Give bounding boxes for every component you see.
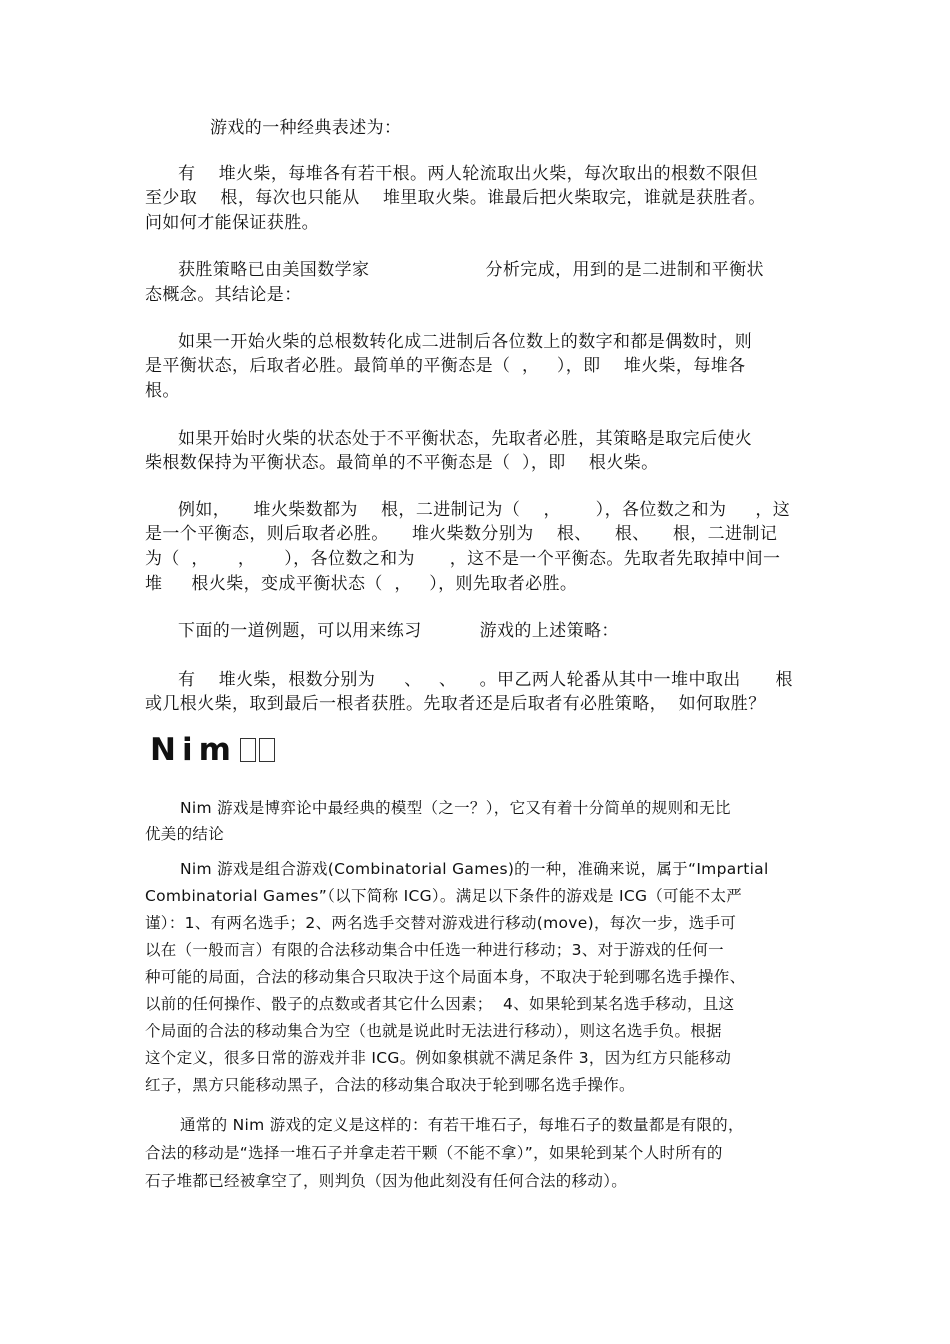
intro-line: 游戏的一种经典表述为： (210, 118, 402, 138)
paragraph-line: 堆 根火柴，变成平衡状态（ ， ），则先取者必胜。 (145, 574, 578, 594)
paragraph-line: 有 堆火柴，根数分别为 、 、 。甲乙两人轮番从其中一堆中取出 根 (178, 670, 793, 690)
paragraph-line: 是平衡状态，后取者必胜。最简单的平衡态是（ ， ），即 堆火柴，每堆各 (145, 356, 746, 376)
paragraph-line: 根。 (145, 381, 180, 401)
paragraph-line: 是一个平衡态，则后取者必胜。 堆火柴数分别为 根、 根、 根，二进制记 (145, 524, 778, 544)
paragraph-line: 如果开始时火柴的状态处于不平衡状态，先取者必胜，其策略是取完后使火 (178, 429, 753, 449)
missing-glyph-box (259, 738, 275, 762)
paragraph-line: Nim 游戏是博弈论中最经典的模型（之一？），它又有着十分简单的规则和无比 (180, 799, 731, 817)
paragraph-line: 红子，黑方只能移动黑子，合法的移动集合取决于轮到哪名选手操作。 (145, 1076, 635, 1094)
paragraph-line: 如果一开始火柴的总根数转化成二进制后各位数上的数字和都是偶数时，则 (178, 332, 753, 352)
paragraph-line: 优美的结论 (145, 825, 225, 843)
paragraph-line: 下面的一道例题，可以用来练习 游戏的上述策略： (178, 621, 619, 641)
paragraph-line: 种可能的局面，合法的移动集合只取决于这个局面本身，不取决于轮到哪名选手操作、 (145, 968, 746, 986)
paragraph-line: Nim 游戏是组合游戏(Combinatorial Games)的一种，准确来说，属于“Impartial (180, 860, 769, 878)
paragraph-line: 或几根火柴，取到最后一根者获胜。先取者还是后取者有必胜策略， 如何取胜？ (145, 694, 766, 714)
paragraph-line: 个局面的合法的移动集合为空（也就是说此时无法进行移动），则这名选手负。根据 (145, 1022, 722, 1040)
missing-glyph-box (240, 738, 256, 762)
paragraph-line: 例如， 堆火柴数都为 根，二进制记为（ ， ），各位数之和为 ，这 (178, 500, 791, 520)
paragraph-line: 通常的 Nim 游戏的定义是这样的：有若干堆石子，每堆石子的数量都是有限的， (180, 1116, 744, 1134)
paragraph-line: Combinatorial Games”（以下简称 ICG）。满足以下条件的游戏是 ICG（可能不太严 (145, 887, 743, 905)
paragraph-line: 为（ ， ， ），各位数之和为 ，这不是一个平衡态。先取者先取掉中间一 (145, 549, 781, 569)
paragraph-line: 态概念。其结论是： (145, 285, 302, 305)
paragraph-line: 谨）：1、有两名选手；2、两名选手交替对游戏进行移动(move)，每次一步，选手可 (145, 914, 737, 932)
paragraph-line: 有 堆火柴，每堆各有若干根。两人轮流取出火柴，每次取出的根数不限但 (178, 164, 759, 184)
paragraph-line: 合法的移动是“选择一堆石子并拿走若干颗（不能不拿）”，如果轮到某个人时所有的 (145, 1144, 723, 1162)
paragraph-line: 以在（一般而言）有限的合法移动集合中任选一种进行移动；3、对于游戏的任何一 (145, 941, 724, 959)
paragraph-line: 获胜策略已由美国数学家 分析完成，用到的是二进制和平衡状 (178, 260, 764, 280)
paragraph-line: 这个定义，很多日常的游戏并非 ICG。例如象棋就不满足条件 3，因为红方只能移动 (145, 1049, 732, 1067)
paragraph-line: 至少取 根，每次也只能从 堆里取火柴。谁最后把火柴取完，谁就是获胜者。 (145, 188, 766, 208)
paragraph-line: 以前的任何操作、骰子的点数或者其它什么因素； 4、如果轮到某名选手移动，且这 (145, 995, 735, 1013)
heading-text: Nim (150, 732, 237, 768)
paragraph-line: 问如何才能保证获胜。 (145, 213, 319, 233)
section-heading (150, 732, 275, 768)
paragraph-line: 柴根数保持为平衡状态。最简单的不平衡态是（ ），即 根火柴。 (145, 453, 659, 473)
paragraph-line: 石子堆都已经被拿空了，则判负（因为他此刻没有任何合法的移动）。 (145, 1172, 628, 1190)
